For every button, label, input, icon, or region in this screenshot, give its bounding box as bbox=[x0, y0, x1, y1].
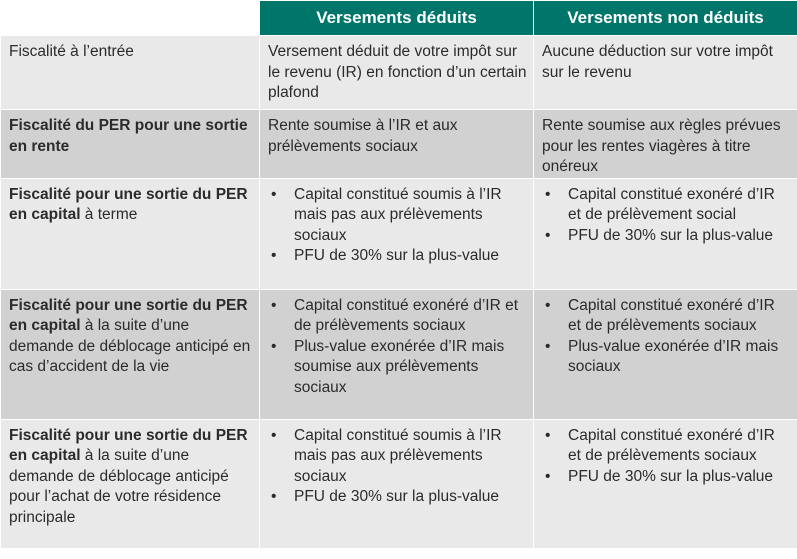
bullet-icon: • bbox=[271, 426, 277, 444]
bullet-icon: • bbox=[271, 185, 277, 203]
list-item: • Capital constitué exonéré d’IR et de prélèvements sociaux bbox=[271, 296, 519, 334]
cell-deduits bbox=[260, 419, 534, 548]
row-label-rest: à terme bbox=[80, 206, 138, 223]
header-row bbox=[1, 1, 797, 36]
cell-deduits bbox=[260, 178, 534, 289]
table-row bbox=[1, 178, 797, 289]
bullet-icon: • bbox=[545, 185, 551, 203]
list-item: • Plus-value exonérée d’IR mais sociaux bbox=[545, 337, 779, 375]
cell-non-deduits bbox=[534, 419, 797, 548]
cell-non-deduits: Rente soumise aux règles prévues pour les rentes viagères à titre onéreux bbox=[534, 110, 797, 179]
row-label-bold: Fiscalité pour une sortie du PER en capital bbox=[9, 296, 248, 334]
row-label: Fiscalité du PER pour une sortie en rente bbox=[1, 110, 260, 179]
row-label-bold: Fiscalité pour une sortie du PER en capital bbox=[9, 185, 248, 223]
bullet-icon: • bbox=[545, 467, 551, 485]
bullet-list bbox=[268, 426, 527, 508]
bullet-icon: • bbox=[545, 226, 551, 244]
list-item: • Plus-value exonérée d’IR mais soumise aux prélèvements sociaux bbox=[271, 337, 505, 396]
list-item: • PFU de 30% sur la plus-value bbox=[542, 226, 791, 247]
table-row bbox=[1, 110, 797, 179]
bullet-list bbox=[268, 296, 527, 399]
table-row bbox=[1, 419, 797, 548]
bullet-list bbox=[542, 426, 791, 488]
header-versements-non-deduits: Versements non déduits bbox=[534, 1, 797, 36]
cell-deduits: Versement déduit de votre impôt sur le revenu (IR) en fonction d’un certain plafond bbox=[260, 36, 534, 110]
table-row bbox=[1, 289, 797, 419]
list-item: • Capital constitué soumis à l’IR mais pas aux prélèvements sociaux bbox=[271, 426, 502, 485]
list-item: • PFU de 30% sur la plus-value bbox=[268, 487, 527, 508]
cell-deduits: Rente soumise à l’IR et aux prélèvements sociaux bbox=[260, 110, 534, 179]
row-label-rest: à la suite d’une demande de déblocage anticipé pour l’achat de votre résidence principale bbox=[9, 447, 229, 526]
list-item: • PFU de 30% sur la plus-value bbox=[542, 467, 791, 488]
bullet-icon: • bbox=[271, 337, 277, 355]
cell-deduits bbox=[260, 289, 534, 419]
list-item: • PFU de 30% sur la plus-value bbox=[268, 246, 527, 267]
bullet-icon: • bbox=[271, 247, 277, 264]
bullet-icon: • bbox=[545, 337, 551, 355]
list-item: • Capital constitué exonéré d’IR et de prélèvements sociaux bbox=[545, 296, 775, 334]
cell-non-deduits: Aucune déduction sur votre impôt sur le revenu bbox=[534, 36, 797, 110]
row-label-bold: Fiscalité pour une sortie du PER en capital bbox=[9, 426, 248, 464]
bullet-icon: • bbox=[271, 296, 277, 314]
table-row bbox=[1, 36, 797, 110]
bullet-list bbox=[542, 185, 791, 247]
bullet-icon: • bbox=[271, 488, 277, 505]
bullet-icon: • bbox=[545, 426, 551, 444]
header-blank-cell bbox=[1, 1, 260, 36]
header-versements-deduits: Versements déduits bbox=[260, 1, 534, 36]
cell-non-deduits bbox=[534, 178, 797, 289]
row-label-rest: à la suite d’une demande de déblocage anticipé en cas d’accident de la vie bbox=[9, 317, 251, 375]
list-item: • Capital constitué exonéré d’IR et de prélèvements sociaux bbox=[545, 426, 775, 464]
list-item: • Capital constitué exonéré d’IR et de prélèvement social bbox=[545, 185, 775, 223]
bullet-list bbox=[268, 185, 527, 267]
list-item: • Capital constitué soumis à l’IR mais pas aux prélèvements sociaux bbox=[271, 185, 502, 244]
bullet-list bbox=[542, 296, 791, 378]
row-label bbox=[1, 178, 260, 289]
cell-non-deduits bbox=[534, 289, 797, 419]
row-label: Fiscalité à l’entrée bbox=[1, 36, 260, 110]
row-label bbox=[1, 419, 260, 548]
bullet-icon: • bbox=[545, 296, 551, 314]
row-label bbox=[1, 289, 260, 419]
